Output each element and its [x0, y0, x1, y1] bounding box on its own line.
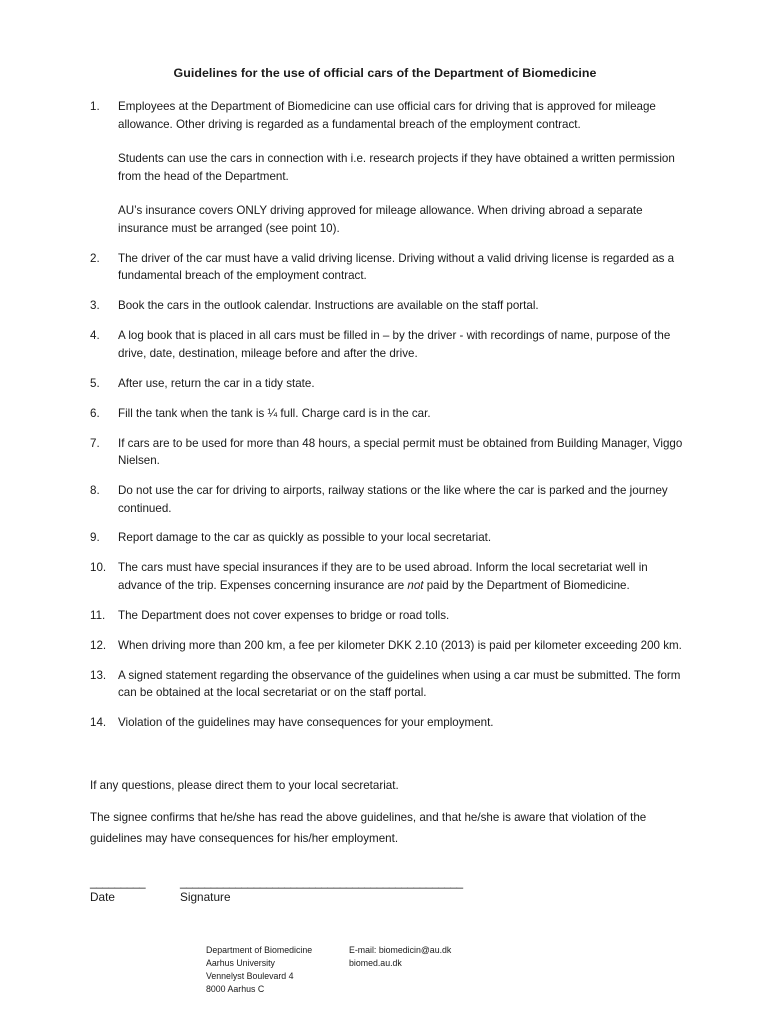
guideline-item — [90, 529, 690, 547]
item-number: 13. — [90, 668, 107, 682]
item-number: 7. — [90, 436, 100, 450]
item-text: The cars must have special insurances if they are to be used abroad. Inform the local secretariat well in advance of the trip. Expenses concerning insurance are not paid by the Department of Biomedicine. — [118, 561, 648, 592]
item-number: 4. — [90, 329, 100, 343]
item-text: Do not use the car for driving to airports, railway stations or the like where the car is parked and the journey continued. — [118, 483, 668, 515]
document-title: Guidelines for the use of official cars of the Department of Biomedicine — [173, 66, 597, 80]
guideline-item — [90, 637, 690, 655]
signature-label: Signature — [180, 890, 231, 904]
item-text: Employees at the Department of Biomedicine can use official cars for driving that is approved for mileage allowance. Other driving is regarded as a fundamental breach of the employment contract. — [118, 100, 656, 131]
guideline-item — [90, 250, 690, 285]
item-text: AU’s insurance covers ONLY driving approved for mileage allowance. When driving abroad a separate insurance must be arranged (see point 10). — [118, 204, 643, 235]
guideline-item — [90, 559, 690, 594]
item-number: 11. — [90, 608, 106, 622]
emphasis-not: not — [407, 578, 424, 592]
item-text: The Department does not cover expenses to bridge or road tolls. — [118, 608, 450, 622]
item-text: The driver of the car must have a valid driving license. Driving without a valid driving license is regarded as a fundamental breach of the employment contract. — [118, 251, 675, 283]
guideline-item — [90, 98, 690, 238]
item-text: Students can use the cars in connection with i.e. research projects if they have obtained a written permission from the head of the Department. — [118, 152, 675, 183]
guideline-item — [90, 297, 690, 315]
footer-email: E-mail: biomedicin@au.dk — [349, 945, 452, 955]
guideline-item — [90, 435, 690, 470]
item-number: 1. — [90, 100, 100, 113]
footer-address-line: 8000 Aarhus C — [206, 984, 265, 994]
guideline-item — [90, 327, 690, 362]
item-number: 8. — [90, 483, 100, 497]
confirmation-statement: The signee confirms that he/she has read the above guidelines, and that he/she is aware that violation of the guidelines may have consequences for his/her employment. — [90, 811, 647, 845]
footer-address-line: Department of Biomedicine — [206, 945, 313, 955]
signature-line: ______________________________________________ — [180, 876, 463, 889]
item-number: 3. — [90, 299, 100, 313]
item-number: 14. — [90, 716, 107, 730]
guideline-item — [90, 607, 690, 625]
item-number: 6. — [90, 406, 100, 420]
item-text: Violation of the guidelines may have consequences for your employment. — [118, 716, 494, 730]
guideline-item — [90, 405, 690, 423]
item-text: A log book that is placed in all cars must be filled in – by the driver - with recordings of name, purpose of the drive, date, destination, mileage before and after the drive. — [118, 329, 671, 360]
footer-contact — [349, 944, 451, 970]
item-number: 10. — [90, 561, 107, 575]
questions-note: If any questions, please direct them to your local secretariat. — [90, 779, 399, 792]
item-text: After use, return the car in a tidy state. — [118, 376, 315, 390]
footer-address-line: Aarhus University — [206, 958, 275, 968]
guideline-item — [90, 375, 690, 393]
item-text: Book the cars in the outlook calendar. Instructions are available on the staff portal. — [118, 299, 539, 313]
footer-address — [206, 944, 312, 996]
item-text: A signed statement regarding the observance of the guidelines when using a car must be submitted. The form can be obtained at the local secretariat or on the staff portal. — [118, 668, 681, 700]
item-text: When driving more than 200 km, a fee per kilometer DKK 2.10 (2013) is paid per kilometer exceeding 200 km. — [118, 638, 682, 652]
item-text: If cars are to be used for more than 48 hours, a special permit must be obtained from Building Manager, Viggo Nielsen. — [118, 436, 683, 468]
item-number: 9. — [90, 531, 100, 545]
guidelines-list — [90, 98, 690, 744]
footer-address-line: Vennelyst Boulevard 4 — [206, 971, 294, 981]
item-number: 5. — [90, 376, 100, 390]
item-number: 12. — [90, 638, 107, 652]
guideline-item — [90, 482, 690, 517]
date-label: Date — [90, 890, 115, 904]
item-text: Fill the tank when the tank is ¼ full. Charge card is in the car. — [118, 406, 431, 420]
guideline-item — [90, 714, 690, 732]
item-number: 2. — [90, 251, 100, 265]
footer-website: biomed.au.dk — [349, 958, 402, 968]
date-line: _________ — [90, 876, 146, 889]
guideline-item — [90, 667, 690, 702]
item-text: Report damage to the car as quickly as possible to your local secretariat. — [118, 531, 492, 545]
